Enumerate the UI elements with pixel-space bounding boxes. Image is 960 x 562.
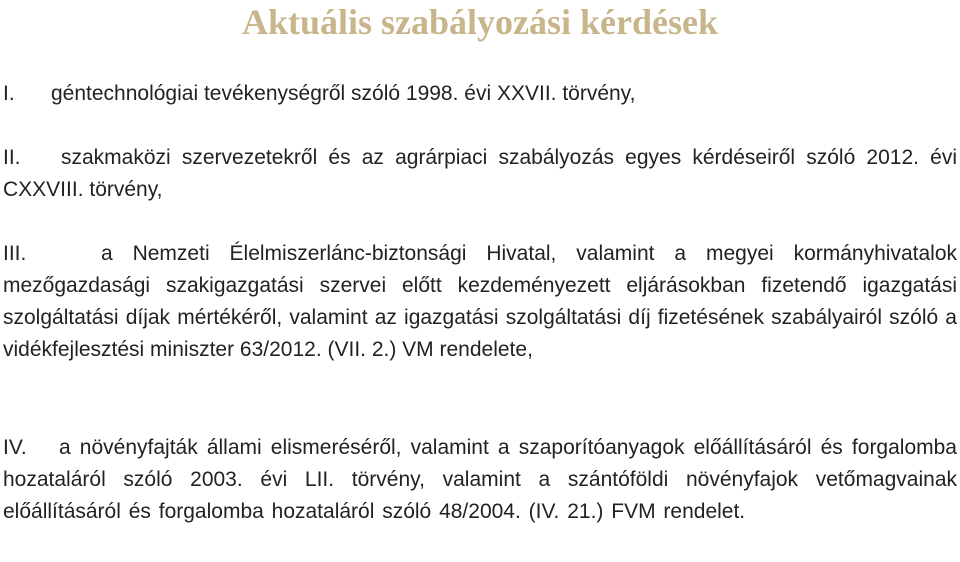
item-text: géntechnológiai tevékenységről szóló 1998. évi XXVII. törvény, [51,82,636,105]
item-numeral: I. [3,82,15,105]
page-title: Aktuális szabályozási kérdések [241,2,719,42]
list-item [3,432,957,528]
item-numeral: II. [3,146,21,169]
item-text: a növényfajták állami elismeréséről, valamint a szaporítóanyagok előállításáról és forgalomba hozataláról szóló 2003. évi LII. törvény, valamint a szántóföldi növényfajok vetőmagvainak előállításáról és forgalomba hozataláról szóló 48/2004. (IV. 21.) FVM rendelet. [3,436,957,523]
list-item [3,78,957,110]
list-item [3,142,957,206]
item-numeral: III. [3,242,27,265]
list-item [3,238,957,366]
item-numeral: IV. [3,436,27,459]
item-text: a Nemzeti Élelmiszerlánc-biztonsági Hivatal, valamint a megyei kormányhivatalok mezőgazdasági szakigazgatási szervei előtt kezdeményezett eljárásokban fizetendő igazgatási szolgáltatási díjak mértékéről, valamint az igazgatási szolgáltatási díj fizetésének szabályairól szóló a vidékfejlesztési miniszter 63/2012. (VII. 2.) VM rendelete, [3,242,957,361]
item-text: szakmaközi szervezetekről és az agrárpiaci szabályozás egyes kérdéseiről szóló 2012. évi CXXVIII. törvény, [3,146,957,201]
